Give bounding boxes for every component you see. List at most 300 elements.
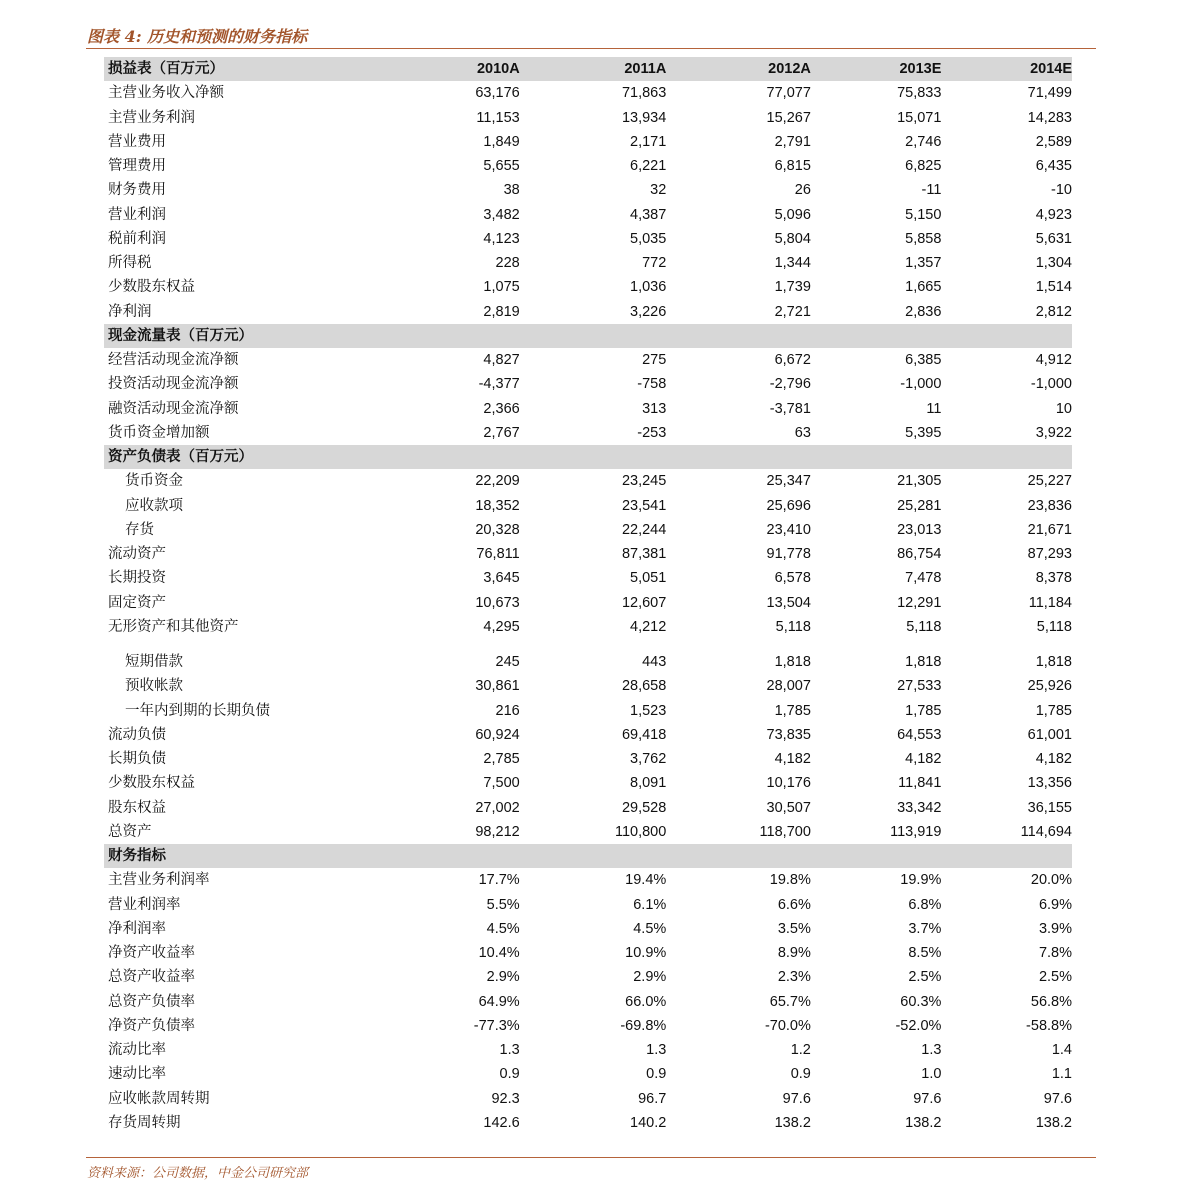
- value-cell: 64.9%: [478, 993, 520, 1010]
- value-cell: 2.5%: [1038, 969, 1072, 986]
- value-cell: 245: [495, 654, 520, 671]
- value-cell: 1.1: [1051, 1066, 1072, 1083]
- column-header: 2011A: [520, 57, 667, 81]
- row-label: 速动比率: [108, 1066, 166, 1083]
- row-label: 流动负债: [108, 726, 166, 743]
- value-cell: 2,767: [483, 424, 520, 441]
- value-cell: 4,912: [1035, 352, 1072, 369]
- value-cell: 4.5%: [486, 920, 520, 937]
- value-cell: 25,926: [1027, 678, 1072, 695]
- value-cell: 7,500: [483, 775, 520, 792]
- section-header-cell: [520, 324, 667, 348]
- row-label: 一年内到期的长期负债: [125, 702, 270, 719]
- value-cell: 2,589: [1035, 133, 1072, 150]
- row-label: 经营活动现金流净额: [108, 352, 239, 369]
- column-header: 2010A: [420, 57, 519, 81]
- value-cell: 15,267: [766, 109, 811, 126]
- section-header-cell: [420, 324, 519, 348]
- value-cell: 73,835: [766, 726, 811, 743]
- value-cell: 63: [794, 424, 811, 441]
- value-cell: 87,293: [1027, 546, 1072, 563]
- row-label: 净利润率: [108, 920, 166, 937]
- value-cell: 56.8%: [1030, 993, 1072, 1010]
- value-cell: 27,533: [897, 678, 942, 695]
- value-cell: 4,182: [1035, 751, 1072, 768]
- spacer-row: [104, 639, 1072, 650]
- value-cell: 5,150: [905, 206, 942, 223]
- value-cell: 27,002: [475, 799, 520, 816]
- value-cell: 5,858: [905, 230, 942, 247]
- section-header-cell: [811, 844, 942, 868]
- row-label: 货币资金: [125, 473, 183, 490]
- section-header-cell: [420, 445, 519, 469]
- value-cell: 4,212: [630, 618, 667, 635]
- value-cell: 25,281: [897, 497, 942, 514]
- value-cell: 114,694: [1020, 823, 1072, 840]
- value-cell: 77,077: [766, 85, 811, 102]
- value-cell: 25,227: [1027, 473, 1072, 490]
- value-cell: 5,804: [774, 230, 811, 247]
- value-cell: 5,118: [906, 618, 942, 635]
- row-label: 净资产负债率: [108, 1017, 195, 1034]
- section-header-row: [104, 57, 1072, 81]
- value-cell: 23,245: [621, 473, 667, 490]
- value-cell: 8.9%: [777, 945, 811, 962]
- value-cell: 97.6: [1043, 1090, 1072, 1107]
- table-row: [104, 421, 1072, 445]
- value-cell: 3,645: [483, 570, 520, 587]
- value-cell: 8,091: [630, 775, 667, 792]
- value-cell: 10,176: [766, 775, 811, 792]
- value-cell: 76,811: [476, 546, 520, 563]
- value-cell: 18,352: [475, 497, 520, 514]
- value-cell: 3.7%: [908, 920, 942, 937]
- value-cell: -70.0%: [764, 1017, 811, 1034]
- value-cell: 5,096: [774, 206, 811, 223]
- spacer-cell: [104, 639, 1072, 650]
- value-cell: 13,934: [621, 109, 667, 126]
- row-label: 存货周转期: [108, 1114, 181, 1131]
- value-cell: 97.6: [913, 1090, 942, 1107]
- value-cell: 6,435: [1035, 158, 1072, 175]
- value-cell: 6.6%: [777, 896, 811, 913]
- value-cell: 2.3%: [777, 969, 811, 986]
- value-cell: 1,304: [1035, 255, 1072, 272]
- value-cell: 4.5%: [633, 920, 667, 937]
- value-cell: 11,184: [1028, 594, 1072, 611]
- value-cell: 22,244: [621, 521, 667, 538]
- table-row: [104, 251, 1072, 275]
- value-cell: 1.2: [790, 1042, 811, 1059]
- value-cell: 64,553: [897, 726, 942, 743]
- value-cell: 69,418: [621, 726, 667, 743]
- value-cell: 71,863: [621, 85, 667, 102]
- value-cell: 1,344: [774, 255, 811, 272]
- value-cell: 10.4%: [478, 945, 520, 962]
- row-label: 少数股东权益: [108, 775, 195, 792]
- row-label: 短期借款: [125, 654, 183, 671]
- row-label: 总资产收益率: [108, 969, 195, 986]
- value-cell: 6.9%: [1038, 896, 1072, 913]
- table-row: [104, 820, 1072, 844]
- value-cell: 86,754: [897, 546, 942, 563]
- value-cell: 10.9%: [625, 945, 667, 962]
- value-cell: 3,762: [630, 751, 667, 768]
- value-cell: 4,827: [483, 352, 520, 369]
- value-cell: -4,377: [478, 376, 520, 393]
- value-cell: 2,721: [774, 303, 811, 320]
- value-cell: 66.0%: [625, 993, 667, 1010]
- table-row: [104, 81, 1072, 105]
- value-cell: 20,328: [475, 521, 520, 538]
- table-row: [104, 1038, 1072, 1062]
- value-cell: 8.5%: [908, 945, 942, 962]
- value-cell: 4,923: [1035, 206, 1072, 223]
- value-cell: 1,075: [483, 279, 520, 296]
- value-cell: 30,861: [475, 678, 520, 695]
- row-label: 货币资金增加额: [108, 424, 210, 441]
- bottom-divider: [86, 1157, 1096, 1158]
- top-divider: [86, 48, 1096, 49]
- table-row: [104, 397, 1072, 421]
- value-cell: 11,153: [476, 109, 520, 126]
- value-cell: 1,818: [774, 654, 811, 671]
- value-cell: 12,607: [621, 594, 667, 611]
- value-cell: 20.0%: [1030, 872, 1072, 889]
- column-header: 2012A: [666, 57, 811, 81]
- row-label: 融资活动现金流净额: [108, 400, 239, 417]
- section-title: 资产负债表（百万元）: [104, 445, 420, 469]
- table-row: [104, 372, 1072, 396]
- row-label: 应收款项: [125, 497, 183, 514]
- value-cell: 6.8%: [908, 896, 942, 913]
- value-cell: 11: [926, 400, 942, 417]
- table-row: [104, 348, 1072, 372]
- table-row: [104, 941, 1072, 965]
- value-cell: 23,541: [621, 497, 667, 514]
- value-cell: 2.9%: [486, 969, 520, 986]
- row-label: 存货: [125, 521, 154, 538]
- value-cell: 36,155: [1027, 799, 1072, 816]
- value-cell: 0.9: [646, 1066, 667, 1083]
- section-header-cell: [941, 844, 1072, 868]
- row-label: 主营业务利润: [108, 109, 195, 126]
- column-header: 2014E: [941, 57, 1072, 81]
- row-label: 净利润: [108, 303, 152, 320]
- table-row: [104, 566, 1072, 590]
- value-cell: 97.6: [782, 1090, 811, 1107]
- row-label: 长期投资: [108, 570, 166, 587]
- value-cell: 19.4%: [625, 872, 667, 889]
- section-header-cell: [520, 844, 667, 868]
- value-cell: 3,922: [1035, 424, 1072, 441]
- row-label: 总资产负债率: [108, 993, 195, 1010]
- row-label: 税前利润: [108, 230, 166, 247]
- section-header-cell: [811, 324, 942, 348]
- value-cell: 4,182: [905, 751, 942, 768]
- section-header-cell: [666, 324, 811, 348]
- table-row: [104, 275, 1072, 299]
- value-cell: 92.3: [491, 1090, 520, 1107]
- value-cell: 28,658: [621, 678, 667, 695]
- value-cell: 23,836: [1027, 497, 1072, 514]
- value-cell: 1,785: [774, 702, 811, 719]
- value-cell: 2,819: [483, 303, 520, 320]
- value-cell: 1,514: [1035, 279, 1072, 296]
- value-cell: 772: [642, 255, 667, 272]
- row-label: 主营业务利润率: [108, 872, 210, 889]
- value-cell: 13,504: [766, 594, 811, 611]
- row-label: 所得税: [108, 255, 152, 272]
- value-cell: 87,381: [621, 546, 667, 563]
- value-cell: 19.9%: [900, 872, 942, 889]
- value-cell: 25,347: [766, 473, 811, 490]
- table-row: [104, 1062, 1072, 1086]
- value-cell: 23,013: [897, 521, 942, 538]
- value-cell: 118,700: [759, 823, 811, 840]
- value-cell: 71,499: [1027, 85, 1072, 102]
- value-cell: 1.0: [921, 1066, 942, 1083]
- value-cell: 0.9: [790, 1066, 811, 1083]
- section-header-row: [104, 844, 1072, 868]
- row-label: 净资产收益率: [108, 945, 195, 962]
- table-row: [104, 868, 1072, 892]
- value-cell: 5,118: [775, 618, 811, 635]
- figure-title: 图表 4: 历史和预测的财务指标: [87, 27, 308, 46]
- table-row: [104, 796, 1072, 820]
- value-cell: 8,378: [1035, 570, 1072, 587]
- row-label: 无形资产和其他资产: [108, 618, 239, 635]
- value-cell: 110,800: [614, 823, 667, 840]
- value-cell: 1,785: [1035, 702, 1072, 719]
- value-cell: 1.4: [1051, 1042, 1072, 1059]
- value-cell: -52.0%: [895, 1017, 942, 1034]
- value-cell: 5,395: [905, 424, 942, 441]
- value-cell: 28,007: [766, 678, 811, 695]
- row-label: 少数股东权益: [108, 279, 195, 296]
- value-cell: -10: [1051, 182, 1072, 199]
- value-cell: 11,841: [898, 775, 942, 792]
- value-cell: 228: [495, 255, 520, 272]
- value-cell: 22,209: [475, 473, 520, 490]
- value-cell: 138.2: [1035, 1114, 1072, 1131]
- value-cell: -3,781: [769, 400, 811, 417]
- row-label: 固定资产: [108, 594, 166, 611]
- row-label: 营业利润: [108, 206, 166, 223]
- value-cell: 91,778: [766, 546, 811, 563]
- column-header: 2013E: [811, 57, 942, 81]
- row-label: 应收帐款周转期: [108, 1090, 210, 1107]
- value-cell: 19.8%: [769, 872, 811, 889]
- value-cell: 6,221: [630, 158, 667, 175]
- value-cell: 1,523: [630, 702, 667, 719]
- table-row: [104, 106, 1072, 130]
- value-cell: 23,410: [766, 521, 811, 538]
- value-cell: 6.1%: [633, 896, 667, 913]
- value-cell: 4,182: [774, 751, 811, 768]
- value-cell: 10: [1055, 400, 1072, 417]
- table-row: [104, 917, 1072, 941]
- value-cell: 5,655: [483, 158, 520, 175]
- value-cell: 5.5%: [486, 896, 520, 913]
- value-cell: 96.7: [638, 1090, 667, 1107]
- row-label: 流动比率: [108, 1042, 166, 1059]
- value-cell: 2.5%: [908, 969, 942, 986]
- value-cell: 1.3: [921, 1042, 942, 1059]
- value-cell: 32: [650, 182, 667, 199]
- value-cell: 5,631: [1035, 230, 1072, 247]
- value-cell: 7.8%: [1038, 945, 1072, 962]
- value-cell: 4,387: [630, 206, 667, 223]
- value-cell: 60.3%: [900, 993, 942, 1010]
- value-cell: 1,818: [905, 654, 942, 671]
- table-row: [104, 591, 1072, 615]
- table-row: [104, 130, 1072, 154]
- table-row: [104, 723, 1072, 747]
- row-label: 管理费用: [108, 158, 166, 175]
- value-cell: 5,118: [1036, 618, 1072, 635]
- value-cell: 6,825: [905, 158, 942, 175]
- value-cell: 6,385: [905, 352, 942, 369]
- value-cell: 138.2: [774, 1114, 811, 1131]
- value-cell: 13,356: [1027, 775, 1072, 792]
- table-row: [104, 893, 1072, 917]
- value-cell: 142.6: [483, 1114, 520, 1131]
- table-row: [104, 518, 1072, 542]
- financial-table: [104, 57, 1072, 1135]
- value-cell: 0.9: [499, 1066, 520, 1083]
- table-row: [104, 615, 1072, 639]
- row-label: 主营业务收入净额: [108, 85, 224, 102]
- source-note: 资料来源：公司数据，中金公司研究部: [87, 1166, 309, 1181]
- value-cell: 4,123: [483, 230, 520, 247]
- value-cell: 15,071: [897, 109, 942, 126]
- value-cell: 65.7%: [769, 993, 811, 1010]
- row-label: 长期负债: [108, 751, 166, 768]
- value-cell: -253: [637, 424, 667, 441]
- table-row: [104, 300, 1072, 324]
- value-cell: 60,924: [475, 726, 520, 743]
- value-cell: 1,036: [630, 279, 667, 296]
- table-row: [104, 542, 1072, 566]
- table-row: [104, 1111, 1072, 1135]
- value-cell: 5,035: [630, 230, 667, 247]
- value-cell: 1,739: [774, 279, 811, 296]
- value-cell: 1,785: [905, 702, 942, 719]
- value-cell: 2,746: [905, 133, 942, 150]
- section-header-cell: [666, 844, 811, 868]
- table-row: [104, 178, 1072, 202]
- table-row: [104, 747, 1072, 771]
- value-cell: 3,226: [630, 303, 667, 320]
- table-row: [104, 650, 1072, 674]
- section-header-row: [104, 324, 1072, 348]
- table-row: [104, 227, 1072, 251]
- value-cell: 2,171: [630, 133, 667, 150]
- section-title: 损益表（百万元）: [104, 57, 420, 81]
- value-cell: 3,482: [483, 206, 520, 223]
- value-cell: 21,671: [1027, 521, 1072, 538]
- section-title: 财务指标: [104, 844, 420, 868]
- section-header-cell: [420, 844, 519, 868]
- value-cell: 113,919: [890, 823, 942, 840]
- value-cell: 29,528: [621, 799, 667, 816]
- table-row: [104, 965, 1072, 989]
- section-header-cell: [520, 445, 667, 469]
- section-header-cell: [941, 445, 1072, 469]
- value-cell: 75,833: [897, 85, 942, 102]
- value-cell: -58.8%: [1026, 1017, 1072, 1034]
- value-cell: 10,673: [475, 594, 520, 611]
- value-cell: -11: [921, 182, 942, 199]
- value-cell: 4,295: [483, 618, 520, 635]
- value-cell: 1,818: [1035, 654, 1072, 671]
- table-row: [104, 154, 1072, 178]
- value-cell: 2,836: [905, 303, 942, 320]
- section-title: 现金流量表（百万元）: [104, 324, 420, 348]
- value-cell: 275: [642, 352, 667, 369]
- row-label: 投资活动现金流净额: [108, 376, 239, 393]
- value-cell: 33,342: [897, 799, 942, 816]
- value-cell: -69.8%: [620, 1017, 667, 1034]
- value-cell: 25,696: [766, 497, 811, 514]
- value-cell: 63,176: [475, 85, 520, 102]
- value-cell: 2,812: [1035, 303, 1072, 320]
- value-cell: 2,791: [774, 133, 811, 150]
- value-cell: 7,478: [905, 570, 942, 587]
- table-row: [104, 494, 1072, 518]
- value-cell: 3.9%: [1038, 920, 1072, 937]
- table-row: [104, 1014, 1072, 1038]
- value-cell: 1,665: [905, 279, 942, 296]
- value-cell: 2,366: [483, 400, 520, 417]
- value-cell: 17.7%: [478, 872, 520, 889]
- value-cell: -2,796: [769, 376, 811, 393]
- value-cell: 2.9%: [633, 969, 667, 986]
- value-cell: 138.2: [905, 1114, 942, 1131]
- row-label: 营业利润率: [108, 896, 181, 913]
- value-cell: 26: [794, 182, 811, 199]
- value-cell: -758: [637, 376, 667, 393]
- section-header-row: [104, 445, 1072, 469]
- value-cell: -1,000: [900, 376, 942, 393]
- value-cell: 1.3: [499, 1042, 520, 1059]
- table-row: [104, 469, 1072, 493]
- section-header-cell: [941, 324, 1072, 348]
- value-cell: 1,849: [483, 133, 520, 150]
- value-cell: 1,357: [905, 255, 942, 272]
- value-cell: -77.3%: [473, 1017, 520, 1034]
- value-cell: 313: [642, 400, 667, 417]
- value-cell: 5,051: [630, 570, 667, 587]
- value-cell: 2,785: [483, 751, 520, 768]
- value-cell: 38: [503, 182, 520, 199]
- value-cell: 61,001: [1027, 726, 1072, 743]
- value-cell: 3.5%: [777, 920, 811, 937]
- value-cell: 443: [642, 654, 667, 671]
- value-cell: 140.2: [630, 1114, 667, 1131]
- table-row: [104, 771, 1072, 795]
- table-row: [104, 699, 1072, 723]
- table-row: [104, 990, 1072, 1014]
- value-cell: 12,291: [897, 594, 942, 611]
- row-label: 股东权益: [108, 799, 166, 816]
- row-label: 流动资产: [108, 546, 166, 563]
- value-cell: 216: [495, 702, 520, 719]
- value-cell: 30,507: [766, 799, 811, 816]
- table-row: [104, 203, 1072, 227]
- row-label: 总资产: [108, 823, 152, 840]
